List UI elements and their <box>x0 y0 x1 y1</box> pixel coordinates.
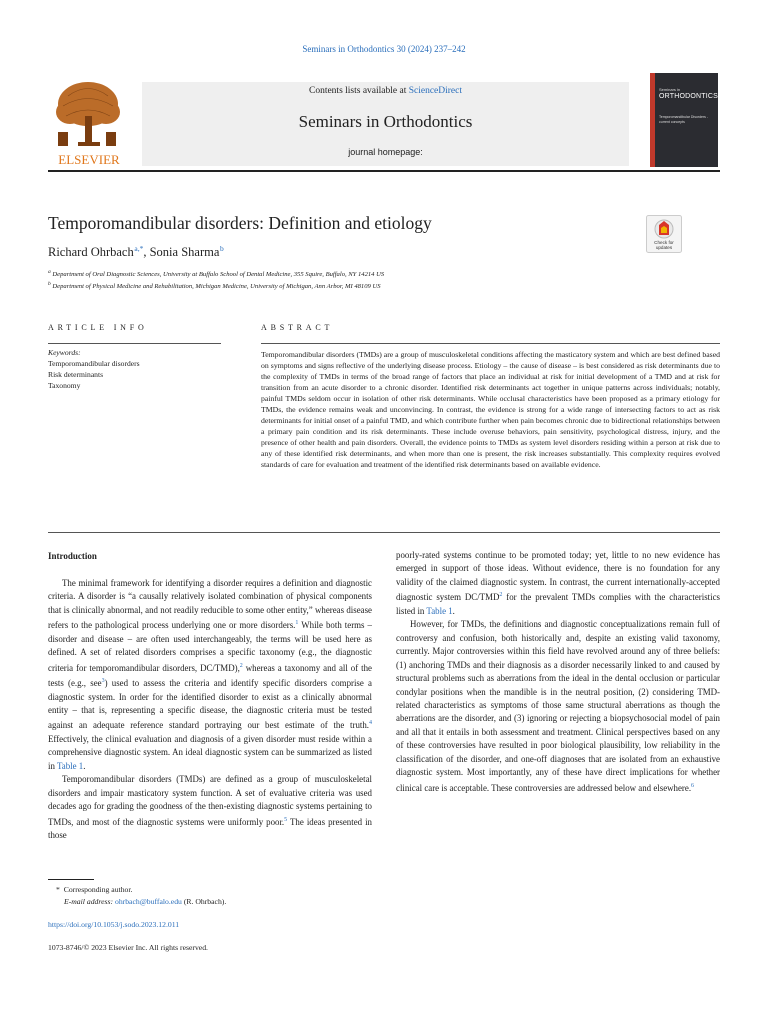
citation-link[interactable]: 5 <box>284 816 288 823</box>
paragraph: The minimal framework for identifying a disorder requires a definition and diagnostic criteria. A disorder is “a causally relatively isolated combination of physical components that is clinically abnormal, and not readily reducible to some other entity,” whereas disease refers to the pathological process underlying one or more disorders.$^1$ While both terms – disorder and disease – are often used interchangeably, the terms will be used here as defined. A set of related disorders comprises a specific taxonomy (e.g., the diagnostic criteria for temporomandibular disorders, DC/TMD),$^2$ whereas a taxonomy and all of the tests (e.g., see$^3$) used to assess the criteria and identify specific disorders comprise a diagnostic system. In order for the identified disorder to exist as a clinically abnormal entity – that is, representing a specific disease, the diagnostic criteria must be tested against an adequate reference standard portraying our best estimate of the truth.$^4$ Effectively, the clinical evaluation and diagnosis of a given disorder must reside within a comprehensive diagnostic system. An ideal diagnostic system can be summarized as listed in Table 1. <box>48 578 372 771</box>
body-column-left <box>48 577 372 842</box>
table-link[interactable]: Table 1 <box>426 605 453 616</box>
elsevier-logo[interactable] <box>48 76 130 168</box>
author-list <box>48 244 224 260</box>
article-info-heading: ARTICLE INFO <box>48 323 148 332</box>
citation-link[interactable]: 2 <box>499 592 503 599</box>
author-marks[interactable]: b <box>220 244 224 253</box>
copyright-notice: 1073-8746/© 2023 Elsevier Inc. All rights reserved. <box>48 943 208 952</box>
abstract-heading: ABSTRACT <box>261 323 334 332</box>
author-separator: , <box>143 245 150 260</box>
header-divider <box>48 170 720 172</box>
introduction-heading: Introduction <box>48 551 97 561</box>
author-name[interactable]: Sonia Sharma <box>149 245 220 260</box>
check-for-updates-badge[interactable] <box>646 215 682 253</box>
running-head[interactable]: Seminars in Orthodontics 30 (2024) 237–242 <box>302 44 466 54</box>
tree-logo-icon <box>48 76 130 168</box>
paragraph: Temporomandibular disorders (TMDs) are defined as a group of musculoskeletal disorders and impair masticatory system function. A set of evaluative criteria was used decades ago for grading the goodness of the then-existing diagnostic systems pertaining to TMDs, and most of the diagnostic systems were uniformly poor.$^5$ The ideas presented in those <box>48 774 372 840</box>
cover-issue-title: Temporomandibular Disorders - current concepts <box>659 115 709 124</box>
keyword-item: Temporomandibular disorders <box>48 359 140 368</box>
citation-link[interactable]: 3 <box>101 678 105 685</box>
abstract-body: Temporomandibular disorders (TMDs) are a group of musculoskeletal conditions affecting the masticatory system and which are best defined based on symptoms and signs reflective of the underlying disease process. Etiology – the cause of disease – is best considered as risk determinants due to the complexity of TMDs in terms of the broad range of factors that place an individual at risk for initial development of a TMD and at risk for transition from an acute disorder to a chronic disorder. Identified risk determinants act together in unique patterns across individuals; notably, painful TMDs seldom occur in isolation of other risk determinants. While occlusal characteristics have been proposed as a primary etiology for TMDs, the evidence remains weak and unconvincing. In contrast, the evidence is strong for a wide range of intersecting factors to act as risk determinants for initial onset of a painful TMD, and which contribute further when pain becomes chronic due to bidirectional relationships between a primary pain condition and its risk determinants. These include overuse behaviors, pain sensitivity, psychological distress, injury, and the presence of other health and pain disorders. Overall, the evidence points to TMDs as system level disorders residing within a person at risk due to any of these identified risk determinants, and when more than one is present, the risk increases substantially. This complexity requires evolved standards of care for evaluation and treatment of the identified risk determinants based on available evidence. <box>261 350 721 470</box>
citation-link[interactable]: 2 <box>239 662 243 669</box>
email-note: E-mail address: ohrbach@buffalo.edu (R. Ohrbach). <box>64 897 227 906</box>
journal-cover-thumbnail[interactable] <box>650 73 718 167</box>
front-matter-rule <box>48 532 720 533</box>
paragraph: poorly-rated systems continue to be promoted today; yet, little to no new evidence has emerged in support of those ideas. Without evidence, there is no foundation for any validity of the claimed diagnostic system. In contrast, the current internationally-accepted diagnostic system DC/TMD$^2$ for the prevalent TMDs complies with the characteristics listed in Table 1. <box>396 550 720 616</box>
contents-prefix: Contents lists available at <box>308 86 409 96</box>
table-link[interactable]: Table 1 <box>56 760 84 771</box>
article-info-rule <box>48 343 221 344</box>
email-link[interactable]: ohrbach@buffalo.edu <box>114 897 182 906</box>
cover-accent-bar <box>650 73 655 167</box>
cover-journal-small: Seminars in <box>659 87 681 92</box>
paragraph: However, for TMDs, the definitions and diagnostic conceptualizations remain full of controversy and confusion, both historically and, despite an existing valid taxonomy, currently. Major controversies within this field have revolved around any of three beliefs: (1) anchoring TMDs and their diagnosis as a disorder necessarily linked to and caused by structural problems such as aberrations from the ideal in the dental occlusion or particular condylar positions when the mandible is in the neutral position, (2) considering TMD-related characteristics as symptoms of those same structural aberrations as though the aberrations are the disorder, and (3) ignoring or rejecting a biopsychosocial model of pain and all that it entails in both assessment and treatment. Clinical perspectives based on any of these controversies have resulted in poor biological plausibility, low reliability in the classification of the disorder, and one-off diagnoses that are isolated from an exhaustive diagnostic system. Most importantly, any of these have direct implications for whether clinical care is acceptable. These controversies are addressed below and elsewhere.$^6$ <box>396 619 720 793</box>
journal-homepage-label[interactable]: journal homepage: <box>348 147 423 157</box>
citation-link[interactable]: 6 <box>691 782 695 789</box>
journal-header <box>48 76 720 168</box>
elsevier-wordmark: ELSEVIER <box>58 152 120 167</box>
doi-link[interactable]: https://doi.org/10.1053/j.sodo.2023.12.011 <box>48 920 180 929</box>
keywords-label: Keywords: <box>48 348 81 357</box>
contents-line <box>142 86 629 96</box>
corresponding-author-note: * Corresponding author. <box>56 885 133 894</box>
affiliation-b: $^b$ Department of Physical Medicine and Rehabilitation, Michigan Medicine, University of Michigan, Ann Arbor, MI 48109 US <box>48 281 381 291</box>
author-name[interactable]: Richard Ohrbach <box>48 245 134 260</box>
body-column-right <box>396 549 720 795</box>
keyword-item: Taxonomy <box>48 381 81 390</box>
sciencedirect-link[interactable]: ScienceDirect <box>408 86 462 96</box>
affiliation-a: $^a$ Department of Oral Diagnostic Sciences, University at Buffalo School of Dental Medicine, 355 Squire, Buffalo, NY 14214 US <box>48 269 385 279</box>
journal-name: Seminars in Orthodontics <box>298 112 473 131</box>
cover-journal-big: ORTHODONTICS <box>659 93 719 100</box>
abstract-rule <box>261 343 720 344</box>
journal-info-box <box>142 82 629 166</box>
article-title: Temporomandibular disorders: Definition and etiology <box>48 213 432 233</box>
check-updates-label: Check for updates <box>654 240 674 250</box>
footnote-rule <box>48 879 94 880</box>
author-marks[interactable]: a,* <box>134 244 144 253</box>
citation-link[interactable]: 1 <box>295 620 299 627</box>
keyword-item: Risk determinants <box>48 370 104 379</box>
citation-link[interactable]: 4 <box>369 720 372 727</box>
